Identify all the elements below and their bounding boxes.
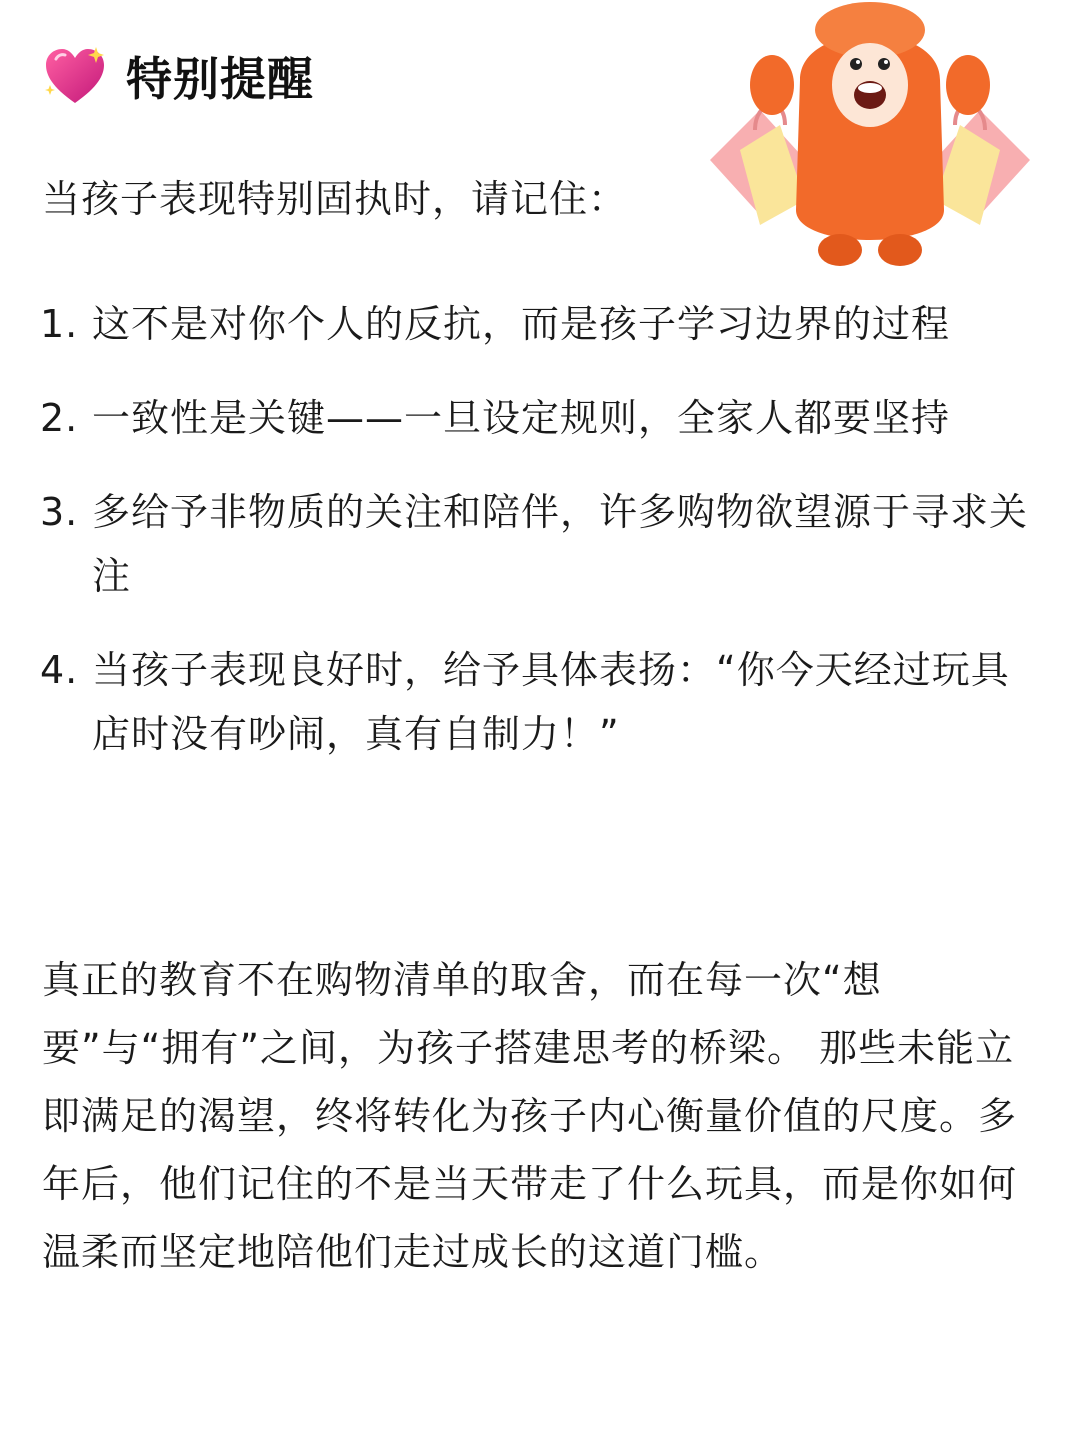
intro-text: 当孩子表现特别固执时，请记住： [42, 177, 628, 221]
list-item-number: 1. [40, 302, 79, 346]
mascot-illustration [700, 0, 1040, 270]
header [42, 40, 314, 112]
closing-paragraph: 真正的教育不在购物清单的取舍，而在每一次“想要”与“拥有”之间，为孩子搭建思考的桥梁。 那些未能立即满足的渴望，终将转化为孩子内心衡量价值的尺度。多年后，他们记住的不是当天带走了什么玩具，而是你如何温柔而坚定地陪他们走过成长的这道门槛。 [42, 958, 1018, 1274]
list-item-text: 多给予非物质的关注和陪伴，许多购物欲望源于寻求关注 [92, 490, 1029, 598]
list-item-text: 当孩子表现良好时，给予具体表扬：“你今天经过玩具店时没有吵闹，真有自制力！” [92, 648, 1010, 756]
page-title: 特别提醒 [126, 52, 314, 106]
sparkling-heart-icon [42, 45, 108, 107]
list-item-number: 4. [40, 648, 79, 692]
list-item [40, 480, 1040, 608]
list-item-text: 一致性是关键——一旦设定规则，全家人都要坚持 [92, 396, 951, 440]
list-item [40, 386, 1040, 450]
list-item-number: 3. [40, 490, 79, 534]
list-item-text: 这不是对你个人的反抗，而是孩子学习边界的过程 [92, 302, 951, 346]
tips-list [40, 292, 1040, 796]
list-item [40, 638, 1040, 766]
list-item [40, 292, 1040, 356]
list-item-number: 2. [40, 396, 79, 440]
